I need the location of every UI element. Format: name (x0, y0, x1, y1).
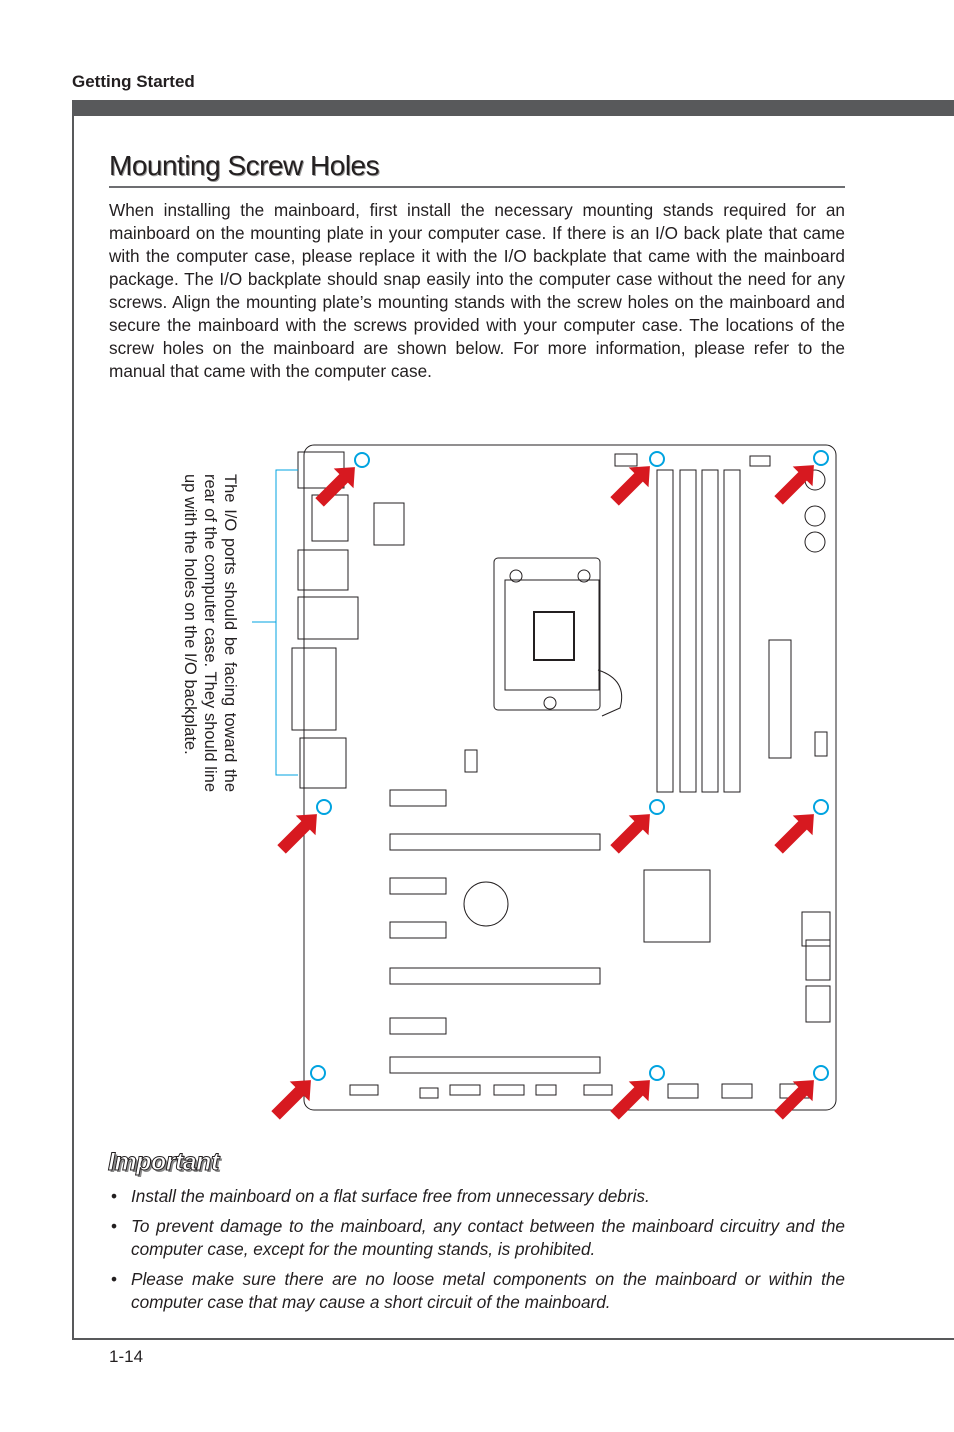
intro-paragraph: When installing the mainboard, first install the necessary mounting stands required for an mainboard on the mounting plate in your computer case. If there is an I/O back plate that came with the computer case, please replace it with the I/O backplate that came with the mainboard package. The I/O backplate should snap easily into the computer case without the need for any screws. Align the mounting plate’s mounting stands with the screw holes on the mainboard and secure the mainboard with the screws provided with your computer case. The locations of the screw holes on the mainboard are shown below. For more information, please refer to the manual that came with the computer case. (109, 200, 845, 381)
mainboard-diagram (150, 440, 850, 1140)
cpu-socket (505, 580, 599, 690)
important-item-text: To prevent damage to the mainboard, any contact between the mainboard circuitry and the computer case, except for the mounting stands, is prohibited. (131, 1216, 845, 1259)
io-note-text: The I/O ports should be facing toward the rear of the computer case. They should line up with the holes on the I/O backplate. (181, 474, 239, 792)
cpu-lever (598, 670, 622, 716)
mounting-hole-9 (814, 1066, 828, 1080)
title-underline (109, 186, 845, 188)
onboard-button-2 (805, 506, 825, 526)
header-bar (72, 100, 954, 116)
bottom-header-6 (584, 1085, 612, 1095)
left-margin-rule (72, 100, 74, 1340)
cpu-screw-3 (544, 697, 556, 709)
bottom-header-8 (722, 1084, 752, 1098)
mounting-hole-7 (311, 1066, 325, 1080)
dimm-slot-2 (680, 470, 696, 792)
bottom-header-2 (420, 1088, 438, 1098)
important-item-text: Please make sure there are no loose metal components on the mainboard or within the computer case that may cause a short circuit of the mainboard. (131, 1269, 845, 1312)
important-item (109, 1268, 845, 1314)
io-block-6 (300, 738, 346, 788)
dimm-slot-3 (702, 470, 718, 792)
io-callout-bracket (252, 470, 298, 775)
pcie-x16-slot-2 (390, 968, 600, 984)
cpu-socket-bracket (494, 558, 600, 710)
mounting-hole-4 (317, 800, 331, 814)
cmos-battery (464, 882, 508, 926)
dimm-slot-1 (657, 470, 673, 792)
mounting-hole-3 (814, 451, 828, 465)
bottom-header-7 (668, 1084, 698, 1098)
io-block-2 (312, 495, 348, 541)
mounting-hole-5 (650, 800, 664, 814)
page-number: 1-14 (109, 1347, 144, 1366)
io-block-4 (298, 597, 358, 639)
bullet-glyph: • (111, 1216, 118, 1236)
important-list (109, 1185, 845, 1321)
atx-power-connector (769, 640, 791, 758)
pcie-x1-slot-4 (390, 1018, 446, 1034)
bottom-rule (72, 1338, 954, 1340)
onboard-button-3 (805, 532, 825, 552)
cpu-power-connector (374, 503, 404, 545)
bullet-glyph: • (111, 1186, 118, 1206)
bottom-header-3 (450, 1085, 480, 1095)
important-heading: Important (108, 1148, 219, 1176)
important-item (109, 1215, 845, 1261)
fan-header-4 (815, 732, 827, 756)
dimm-slot-4 (724, 470, 740, 792)
fan-header-1 (615, 454, 637, 466)
chipset (644, 870, 710, 942)
mounting-hole-2 (650, 452, 664, 466)
section-label: Getting Started (72, 72, 195, 91)
fan-header-3 (465, 750, 477, 772)
bottom-header-1 (350, 1085, 378, 1095)
important-item (109, 1185, 845, 1208)
mounting-hole-8 (650, 1066, 664, 1080)
io-block-5 (292, 648, 336, 730)
fan-header-2 (750, 456, 770, 466)
cpu-socket-core (534, 612, 574, 660)
bullet-glyph: • (111, 1269, 118, 1289)
bottom-header-5 (536, 1085, 556, 1095)
pcie-x16-slot-1 (390, 834, 600, 850)
mounting-hole-1 (355, 453, 369, 467)
page-title: Mounting Screw Holes (109, 150, 380, 181)
pcie-x1-slot-2 (390, 878, 446, 894)
pcie-x1-slot-3 (390, 922, 446, 938)
bottom-header-4 (494, 1085, 524, 1095)
mounting-hole-6 (814, 800, 828, 814)
io-note (158, 474, 240, 792)
pcie-x1-slot-1 (390, 790, 446, 806)
sata-connector-2 (806, 986, 830, 1022)
io-block-3 (298, 550, 348, 590)
pcie-x16-slot-3 (390, 1057, 600, 1073)
important-item-text: Install the mainboard on a flat surface free from unnecessary debris. (131, 1186, 650, 1206)
